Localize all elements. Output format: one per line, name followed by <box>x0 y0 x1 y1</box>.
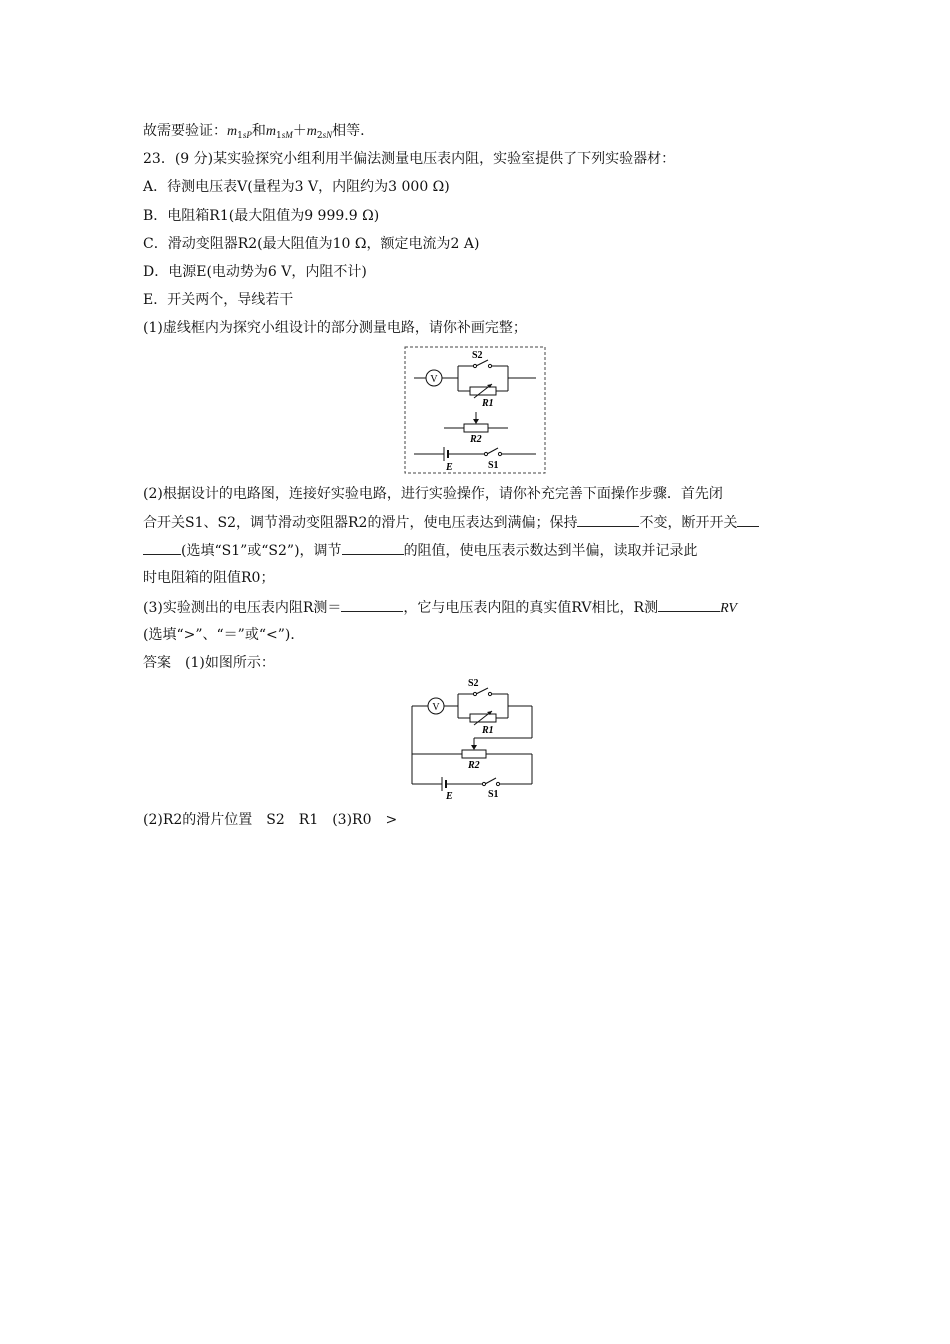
svg-text:S2: S2 <box>472 350 483 361</box>
svg-text:S2: S2 <box>468 678 479 689</box>
svg-text:V: V <box>430 374 438 385</box>
part2-line1: (2)根据设计的电路图，连接好实验电路，进行实验操作，请你补充完善下面操作步骤．首先闭 <box>143 486 723 502</box>
svg-text:R1: R1 <box>482 398 494 409</box>
part2-line4: 时电阻箱的阻值R0； <box>143 570 275 586</box>
part3-line2: (选填“>”、“＝”或“<”)． <box>143 627 305 643</box>
svg-text:R2: R2 <box>468 760 480 771</box>
blank-2b[interactable] <box>143 540 181 555</box>
answer-line: 答案 (1)如图所示： <box>143 655 275 671</box>
blank-3[interactable] <box>342 540 404 555</box>
partial-circuit-figure <box>404 346 546 474</box>
svg-text:R2: R2 <box>470 434 482 445</box>
answer-final: (2)R2的滑片位置 S2 R1 (3)R0 > <box>143 812 398 828</box>
svg-text:E: E <box>446 462 453 473</box>
blank-1[interactable] <box>577 512 639 527</box>
completed-circuit-figure <box>408 676 538 800</box>
part2-line3: (选填“S1”或“S2”)，调节 的阻值，使电压表示数达到半偏，读取并记录此 <box>143 540 698 561</box>
blank-4[interactable] <box>341 597 403 612</box>
part3-line1: (3)实验测出的电压表内阻R测＝ ，它与电压表内阻的真实值RV相比，R测 RV <box>143 597 737 619</box>
answer-label: 答案 <box>143 655 171 671</box>
svg-text:S1: S1 <box>488 460 499 471</box>
svg-text:E: E <box>446 791 453 800</box>
question-stem: 23．(9 分)某实验探究小组利用半偏法测量电压表内阻，实验室提供了下列实验器材： <box>143 151 676 167</box>
intro-line: 故需要验证：$m_{1sP}$和$m_{1sM}+m_{2sN}$相等. <box>143 123 365 141</box>
option-e: E．开关两个，导线若干 <box>143 292 294 308</box>
part2-line2: 合开关S1、S2，调节滑动变阻器R2的滑片，使电压表达到满偏；保持 不变，断开开关 <box>143 512 759 533</box>
option-b: B．电阻箱R1(最大阻值为9 999.9 Ω) <box>143 208 380 224</box>
option-d: D．电源E(电动势为6 V，内阻不计) <box>143 264 367 280</box>
part1-text: (1)虚线框内为探究小组设计的部分测量电路，请你补画完整； <box>143 320 527 336</box>
blank-5[interactable] <box>658 597 720 612</box>
svg-text:R1: R1 <box>482 725 494 736</box>
option-a: A．待测电压表V(量程为3 V，内阻约为3 000 Ω) <box>143 179 450 195</box>
svg-text:V: V <box>432 702 440 713</box>
svg-text:S1: S1 <box>488 789 499 800</box>
blank-2a[interactable] <box>737 512 759 527</box>
option-c: C．滑动变阻器R2(最大阻值为10 Ω，额定电流为2 A) <box>143 236 480 252</box>
